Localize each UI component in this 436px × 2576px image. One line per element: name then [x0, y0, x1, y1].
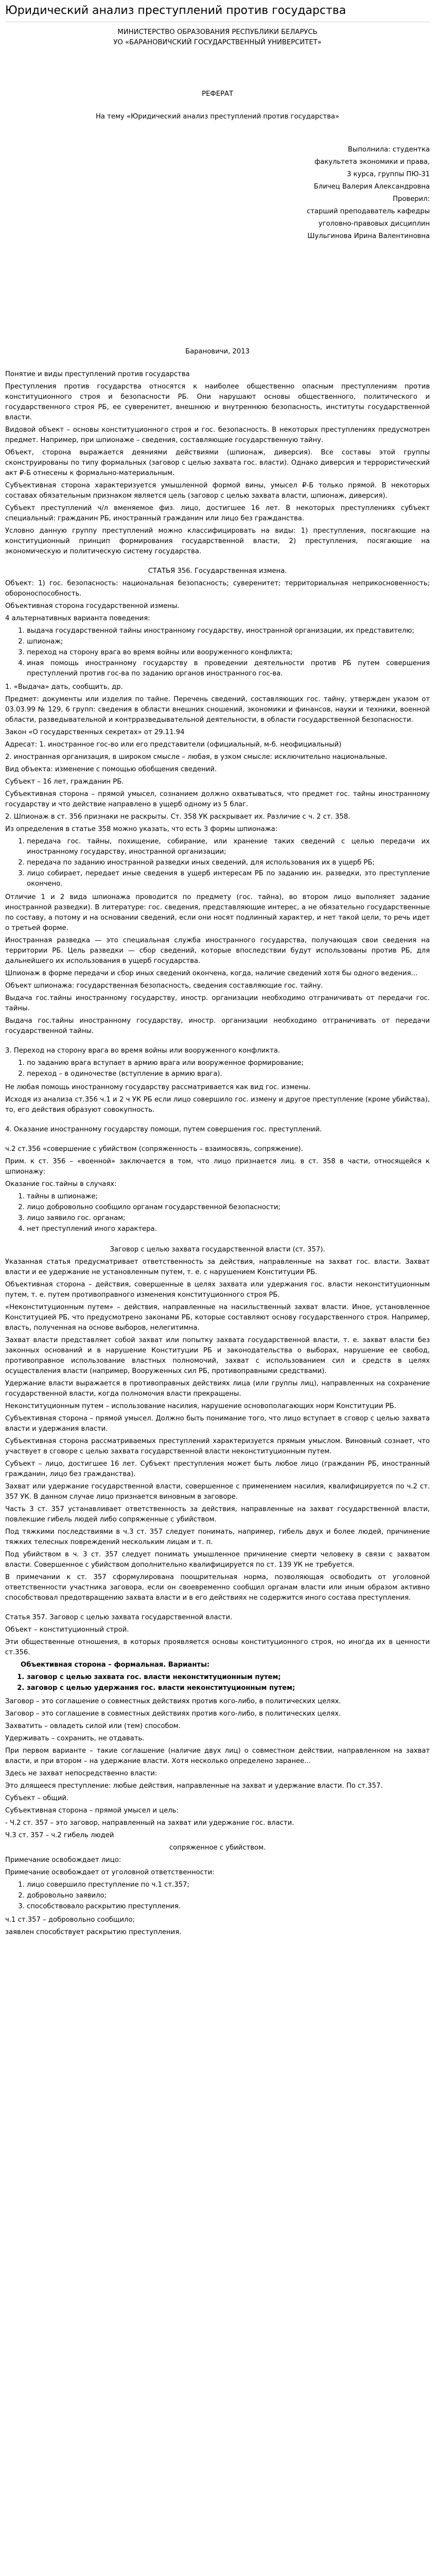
- paragraph: Субъект преступлений ч/л вменяемое физ. лицо, достигшее 16 лет. В некоторых преступлениях субъект специальный: гражданин РБ, иностранный гражданин или лицо без гражданства.: [5, 504, 430, 522]
- performer-line: старший преподаватель кафедры: [306, 208, 430, 215]
- performer-line: Выполнила: студентка: [347, 146, 430, 154]
- paragraph: 4 альтернативных варианта поведения:: [5, 615, 150, 622]
- paragraph: Из определения в статье 358 можно указать, что есть 3 формы шпионажа:: [5, 825, 278, 833]
- list-item: 3. переход на сторону врага во время войны или вооруженного конфликта;: [27, 648, 430, 658]
- paragraph: 2. иностранная организация, в широком смысле – любая, в узком смысле: исключительно национальные.: [5, 753, 388, 761]
- paragraph: Субъективная сторона – прямой умысел, сознанием должно охватываться, что предмет гос. тайны иностранному государству и что действие направлено в ущерб одному из 5 благ.: [5, 790, 430, 808]
- paragraph: Удерживать – сохранить, не отдавать.: [5, 1735, 145, 1742]
- list-item: 3. лицо заявило гос. органам;: [27, 1213, 430, 1224]
- list-item: 1. лицо совершило преступление по ч.1 ст.357;: [27, 1880, 430, 1890]
- espionage-list: [5, 837, 430, 889]
- paragraph: Примечание освобождает от уголовной ответственности:: [5, 1869, 215, 1876]
- list-item: 1. тайны в шпионаже;: [27, 1192, 430, 1202]
- list-item: 1. выдача государственной тайны иностранному государству, иностранной организации, их представителю;: [27, 626, 430, 636]
- list-item: 2. заговор с целью удержания гос. власти неконституционным путем;: [27, 1683, 430, 1693]
- paragraph: Захват власти представляет собой захват или попытку захвата государственной власти, т. е. захват власти без законных оснований и в нарушение Конституции РБ и законодательства о выборах, нарушение ее свобод, противоправное использование властных полномочий, захват с использованием сил и средств в целях осуществления власти (например, Вооруженных сил РБ, противоправными средствами).: [5, 1336, 430, 1375]
- list-item: 1. заговор с целью захвата гос. власти неконституционным путем;: [27, 1672, 430, 1683]
- paragraph: Указанная статья предусматривает ответственность за действия, направленные на захват гос. власти. Захват власти и ее удержание не установленным путем, т. е. с нарушением Конституции РБ.: [5, 1258, 430, 1276]
- paragraph: Адресат: 1. иностранное гос-во или его представители (официальный, м-б. неофициальный): [5, 741, 342, 749]
- article-357-title: Статья 357. Заговор с целью захвата государственной власти.: [5, 1614, 233, 1621]
- paragraph: Прим. к ст. 356 – «военной» заключается в том, что лицо признается лиц. в ст. 358 в части, относящейся к шпионажу:: [5, 1158, 430, 1176]
- list-item: 4. нет преступлений иного характера.: [27, 1224, 430, 1234]
- article-356-title: СТАТЬЯ 356. Государственная измена.: [148, 567, 287, 575]
- paragraph: Часть 3 ст. 357 устанавливает ответственность за действия, направленные на захват государственной власти, повлекшие гибель людей либо сопряженные с убийством.: [5, 1505, 430, 1523]
- paragraph: Субъект – 16 лет, гражданин РБ.: [5, 778, 124, 786]
- objective-forms-heading: Объективная сторона – формальная. Варианты:: [21, 1661, 210, 1669]
- referat-topic: На тему «Юридический анализ преступлений против государства»: [95, 113, 340, 121]
- paragraph: Объективная сторона государственной измены.: [5, 602, 180, 610]
- paragraph: В примечании к ст. 357 сформулирована поощрительная норма, позволяющая освободить от уголовной ответственности участника заговора, если он своевременно сообщил органам власти или иным образом активно способствовал предотвращению захвата власти и в его действиях не содержится иного состава преступления.: [5, 1573, 430, 1602]
- paragraph: Заговор – это соглашение о совместных действиях против кого-либо, в политических целях.: [5, 1698, 341, 1705]
- ministry-line: МИНИСТЕРСТВО ОБРАЗОВАНИЯ РЕСПУБЛИКИ БЕЛАРУСЬ: [117, 28, 318, 36]
- paragraph: Объект, сторона выражается деяниями действиями (шпионаж, диверсия). Все составы этой группы сконструированы по типу формальных (заговор с целью захвата гос. власти). Однако диверсия и террористический акт ₽-Б отнесены к формально-материальным.: [5, 449, 430, 477]
- paragraph: Шпионаж в форме передачи и сбор иных сведений окончена, когда, наличие сведений хотя бы одного ведения...: [5, 970, 417, 977]
- paragraph: Объективная сторона – действия, совершенные в целях захвата или удержания гос. власти неконституционным путем, т. е. путем противоправного изменения конституционного строя РБ.: [5, 1281, 430, 1299]
- title-page-header: [5, 27, 430, 48]
- paragraph: Здесь не захват непосредственно власти:: [5, 1770, 158, 1777]
- list-item: 2. добровольно заявило;: [27, 1891, 430, 1901]
- document-body: [5, 369, 430, 1938]
- conspiracy-title: Заговор с целью захвата государственной власти (ст. 357).: [110, 1246, 325, 1253]
- paragraph: 2. Шпионаж в ст. 356 признаки не раскрыты. Ст. 358 УК раскрывает их. Различие с ч. 2 ст. 358.: [5, 813, 351, 821]
- paragraph: Видовой объект – основы конституционного строя и гос. безопасность. В некоторых преступлениях предусмотрен предмет. Например, при шпионаже – сведения, составляющие государственную тайну.: [5, 426, 430, 444]
- paragraph: Оказание гос.тайны в случаях:: [5, 1180, 117, 1188]
- list-item: 2. передача по заданию иностранной разведки иных сведений, для использования их в ущерб РБ;: [27, 858, 430, 868]
- performer-line: Шульгинова Ирина Валентиновна: [307, 232, 430, 240]
- paragraph: 1. «Выдача» дать, сообщить, др.: [5, 683, 123, 691]
- paragraph: ч.2 ст.356 «совершение с убийством (сопряженность – взаимосвязь, сопряжение).: [5, 1145, 303, 1153]
- paragraph: 4. Оказание иностранному государству помощи, путем совершения гос. преступлений.: [5, 1126, 322, 1133]
- list-item: 2. лицо добровольно сообщило органам государственной безопасности;: [27, 1202, 430, 1213]
- paragraph: Не любая помощь иностранному государству рассматривается как вид гос. измены.: [5, 1083, 311, 1091]
- paragraph: Объект – конституционный строй.: [5, 1626, 129, 1634]
- paragraph: Удержание власти выражается в противоправных действиях лица (или группы лиц), направленных на сохранение государственной власти, когда полномочия власти прекращены.: [5, 1380, 430, 1398]
- section-heading: Понятие и виды преступлений против государства: [5, 370, 190, 378]
- paragraph: Субъективная сторона – прямой умысел. Должно быть понимание того, что лицо вступает в сговор с целью захвата власти и удержания власти.: [5, 1415, 430, 1433]
- paragraph: заявлен способствует раскрытию преступления.: [5, 1928, 182, 1936]
- paragraph: При первом варианте – такие соглашение (наличие двух лиц) о совместном действии, направленном на захват власти, и при втором – на удержание власти. Хотя несколько определено заранее...: [5, 1747, 430, 1765]
- assist-list: [5, 1192, 430, 1234]
- list-item: 1. передача гос. тайны, похищение, собирание, или хранение таких сведений с целью передачи их иностранному государству, иностранной организации;: [27, 837, 430, 857]
- paragraph: Выдача гос.тайны иностранному государству, иностр. организации необходимо отграничивать от передачи государственной тайны.: [5, 1017, 430, 1035]
- paragraph: Субъективная сторона рассматриваемых преступлений характеризуется прямым умыслом. Виновный сознает, что участвует в сговоре с целью захвата государственной власти неконституционным путем.: [5, 1437, 430, 1455]
- objective-forms-list: [5, 1672, 430, 1693]
- paragraph: Объект: 1) гос. безопасность: национальная безопасность; суверенитет; территориальная неприкосновенность; обороноспособность.: [5, 580, 430, 598]
- paragraph: Захватить – овладеть силой или (тем) способом.: [5, 1722, 181, 1730]
- paragraph: Примечание освобождает лицо:: [5, 1856, 121, 1864]
- list-item: 4. иная помощь иностранному государству в проведении деятельности против РБ путем совершения преступлений против гос-ва по заданию органов иностранного гос-ва.: [27, 658, 430, 679]
- paragraph: Отличие 1 и 2 вида шпионажа проводится по предмету (гос. тайна), во втором лицо выполняет задание иностранной разведки). В литературе: гос. сведения, представляющие интерес, а не обязательно государственные по составу, а потому и на основании сведений, если они носят подлинный характер, и нет такой цели, то речь идет о третьей форме.: [5, 893, 430, 932]
- paragraph: Под убийством в ч. 3 ст. 357 следует понимать умышленное причинение смерти человеку в связи с захватом власти. Совершенное с убийством дополнительно квалифицируется по ст. 139 УК не требуется.: [5, 1551, 430, 1569]
- paragraph: Субъективная сторона – прямой умысел и цель:: [5, 1807, 179, 1815]
- list-item: 3. лицо собирает, передает иные сведения в ущерб интересам РБ по заданию ин. разведки, это преступление окончено.: [27, 869, 430, 889]
- paragraph: Ч.3 ст. 357 – ч.2 гибель людей: [5, 1832, 114, 1839]
- paragraph: Объект шпионажа: государственная безопасность, сведения составляющие гос. тайну.: [5, 982, 323, 990]
- performer-line: Бличец Валерия Александровна: [313, 183, 430, 191]
- paragraph: Субъект – общий.: [5, 1794, 69, 1802]
- paragraph: Заговор – это соглашение в совместных действиях против кого-либо, в политических целях.: [5, 1710, 341, 1718]
- performer-block: [5, 145, 430, 242]
- paragraph: Условно данную группу преступлений можно классифицировать на виды: 1) преступления, посягающие на конституционный принцип формирования государственной власти, 2) преступления, посягающие на экономическую и политическую систему государства.: [5, 527, 430, 555]
- paragraph: Закон «О государственных секретах» от 29.11.94: [5, 728, 185, 736]
- paragraph: 3. Переход на сторону врага во время войны или вооруженного конфликта.: [5, 1047, 281, 1055]
- list-item: 3. способствовало раскрытию преступления.: [27, 1902, 430, 1912]
- paragraph: Неконституционным путем – использование насилия, нарушение основополагающих норм Конституции РБ.: [5, 1402, 396, 1410]
- side-list: [5, 1058, 430, 1079]
- paragraph: Выдача гос.тайны иностранному государству, иностр. организации необходимо отграничивать от передачи гос. тайны.: [5, 994, 430, 1012]
- forms-list: [5, 626, 430, 679]
- performer-line: факультета экономики и права,: [314, 158, 430, 166]
- city-year: Барановичи, 2013: [185, 348, 250, 355]
- paragraph: Субъект – лицо, достигшее 16 лет. Субъект преступления может быть любое лицо (гражданин РБ, иностранный гражданин, лицо без гражданства).: [5, 1460, 430, 1478]
- paragraph: сопряженное с убийством.: [169, 1844, 266, 1852]
- paragraph: Вид объекта: изменение с помощью обобщения сведений.: [5, 766, 217, 773]
- paragraph: Эти общественные отношения, в которых проявляется основы конституционного строя, но иногда их в ценности ст.356.: [5, 1638, 430, 1656]
- list-item: 2. переход – в одиночестве (вступление в армию врага).: [27, 1069, 430, 1079]
- referat-label: РЕФЕРАТ: [202, 90, 233, 98]
- performer-line: Проверил:: [392, 195, 430, 203]
- paragraph: ч.1 ст.357 – добровольно сообщило;: [5, 1916, 135, 1924]
- paragraph: Захват или удержание государственной власти, совершенное с применением насилия, квалифицируется по ч.2 ст. 357 УК. В данном случае лицо признается виновным в заговоре.: [5, 1483, 430, 1501]
- list-item: 2. шпионаж;: [27, 637, 430, 647]
- paragraph: «Неконституционным путем» – действия, направленные на насильственный захват власти. Иное, установленное Конституцией РБ, что предусмотрено законами РБ, которые составляют основу государственного строя. Например, власть, полученная на основе выборов, нелегитимна.: [5, 1303, 430, 1332]
- paragraph: Это длящееся преступление: любые действия, направленные на захват и удержание власти. По ст.357.: [5, 1782, 383, 1790]
- paragraph: - Ч.2 ст. 357 – это заговор, направленный на захват или удержание гос. власти.: [5, 1819, 294, 1827]
- paragraph: Иностранная разведка — это специальная служба иностранного государства, получающая свои сведения на территории РБ. Цель разведки — сбор сведений, которые впоследствии будут использованы против РБ, для дальнейшего их использования в ущерб государства.: [5, 937, 430, 965]
- performer-line: 3 курса, группы ПЮ-31: [346, 171, 430, 178]
- paragraph: Под тяжкими последствиями в ч.3 ст. 357 следует понимать, например, гибель двух и более людей, причинение тяжких телесных повреждений нескольким лицам и т. п.: [5, 1528, 430, 1546]
- paragraph: Предмет: документы или изделия по тайне. Перечень сведений, составляющих гос. тайну, утвержден указом от 03.03.99 № 129, 6 групп: сведения в области внешних сношений, экономики и финансов, науки и техники, военной области, разведывательной и контрразведывательной деятельности, в области государственной безопасности.: [5, 696, 430, 724]
- release-list: [5, 1880, 430, 1912]
- document-page: [0, 3, 436, 2576]
- paragraph: Преступления против государства относятся к наиболее общественно опасным преступлениям против конституционного строя и безопасности РБ. Они нарушают основы общественного, политического и государственного строя РБ, ее суверенитет, внешнюю и внутреннюю безопасность, институты государственной власти.: [5, 383, 430, 421]
- paragraph: Субъективная сторона характеризуется умышленной формой вины, умысел ₽-Б только прямой. В некоторых составах обязательным признаком является цель (заговор с целью захвата власти, шпионаж, диверсия).: [5, 482, 430, 500]
- document-title: Юридический анализ преступлений против государства: [5, 3, 430, 22]
- paragraph: Исходя из анализа ст.356 ч.1 и 2 ч УК РБ если лицо совершило гос. измену и другое преступление (кроме убийства), то, его действия образуют совокупность.: [5, 1096, 430, 1114]
- university-line: УО «БАРАНОВИЧСКИЙ ГОСУДАРСТВЕННЫЙ УНИВЕРСИТЕТ»: [113, 39, 322, 46]
- list-item: 1. по заданию врага вступает в армию врага или вооруженное формирование;: [27, 1058, 430, 1069]
- performer-line: уголовно-правовых дисциплин: [318, 220, 430, 228]
